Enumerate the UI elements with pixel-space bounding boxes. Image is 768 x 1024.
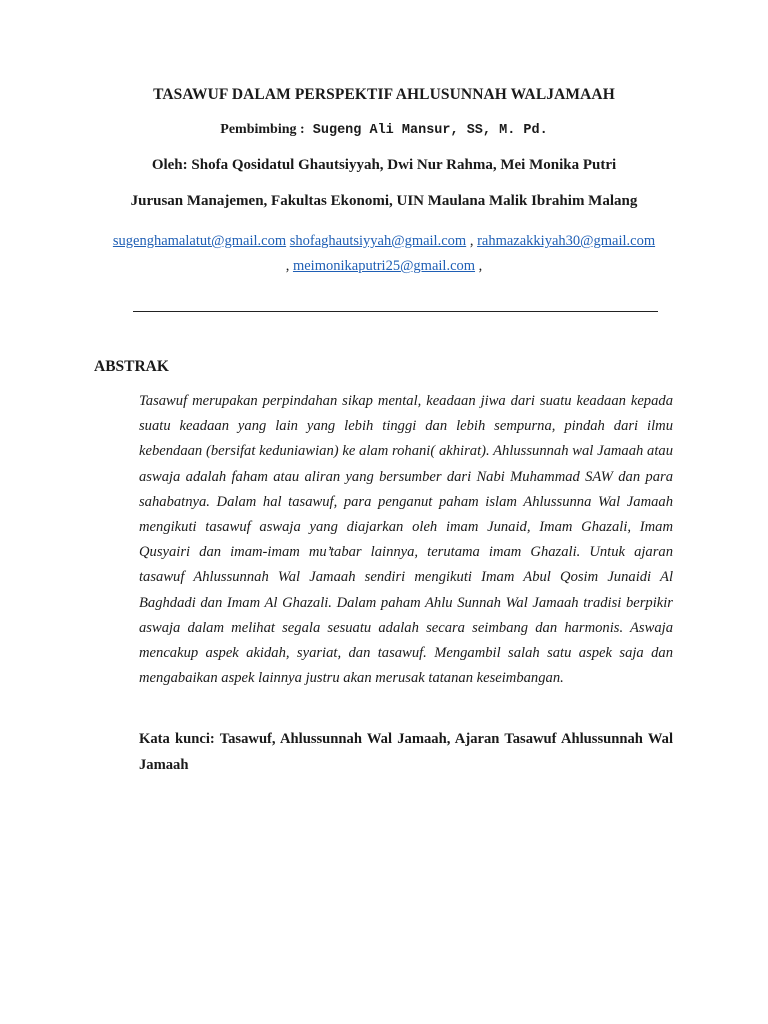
abstract-body: Tasawuf merupakan perpindahan sikap mental, keadaan jiwa dari suatu keadaan kepada suatu keadaan yang lain yang lebih tinggi dan lebih sempurna, pindah dari ilmu kebendaan (bersifat keduniawian) ke alam rohani( akhirat). Ahlussunnah wal Jamaah atau aswaja adalah faham atau aliran yang bersumber dari Nabi Muhammad SAW dan para sahabatnya. Dalam hal tasawuf, para penganut paham islam Ahlussunna Wal Jamaah mengikuti tasawuf aswaja yang diajarkan oleh imam Junaid, Imam Ghazali, Imam Qusyairi dan imam-imam mu’tabar lainnya, terutama imam Ghazali. Untuk ajaran tasawuf Ahlussunnah Wal Jamaah sendiri mengikuti Imam Abul Qosim Junaidi Al Baghdadi dan Imam Al Ghazali. Dalam paham Ahlu Sunnah Wal Jamaah tradisi berpikir aswaja dalam melihat segala sesuatu adalah secara seimbang dan harmonis. Aswaja mencakup aspek akidah, syariat, dan tasawuf. Mengambil salah satu aspek saja dan mengabaikan aspek lainnya justru akan merusak tatanan keseimbangan. [139,393,673,687]
horizontal-divider [133,311,658,312]
advisor-name: Sugeng Ali Mansur, SS, M. Pd. [304,123,548,138]
email-link-2[interactable]: shofaghautsiyyah@gmail.com [289,233,467,249]
email-link-1[interactable]: sugenghamalatut@gmail.com [112,233,287,249]
advisor-label: Pembimbing : [220,122,305,137]
author-list: Oleh: Shofa Qosidatul Ghautsiyyah, Dwi Nur Rahma, Mei Monika Putri [151,157,617,173]
advisor-line [0,122,768,138]
email-list [90,229,678,279]
email-link-4[interactable]: meimonikaputri25@gmail.com [292,258,476,274]
paper-title: TASAWUF DALAM PERSPEKTIF AHLUSUNNAH WALJAMAAH [153,86,615,103]
email-separator: , [475,258,483,274]
keywords: Kata kunci: Tasawuf, Ahlussunnah Wal Jamaah, Ajaran Tasawuf Ahlussunnah Wal Jamaah [139,731,673,773]
email-link-3[interactable]: rahmazakkiyah30@gmail.com [477,233,656,249]
email-separator: , [466,233,478,249]
email-separator: , [285,258,293,274]
abstract-heading: ABSTRAK [94,358,169,375]
affiliation: Jurusan Manajemen, Fakultas Ekonomi, UIN Maulana Malik Ibrahim Malang [130,193,638,209]
